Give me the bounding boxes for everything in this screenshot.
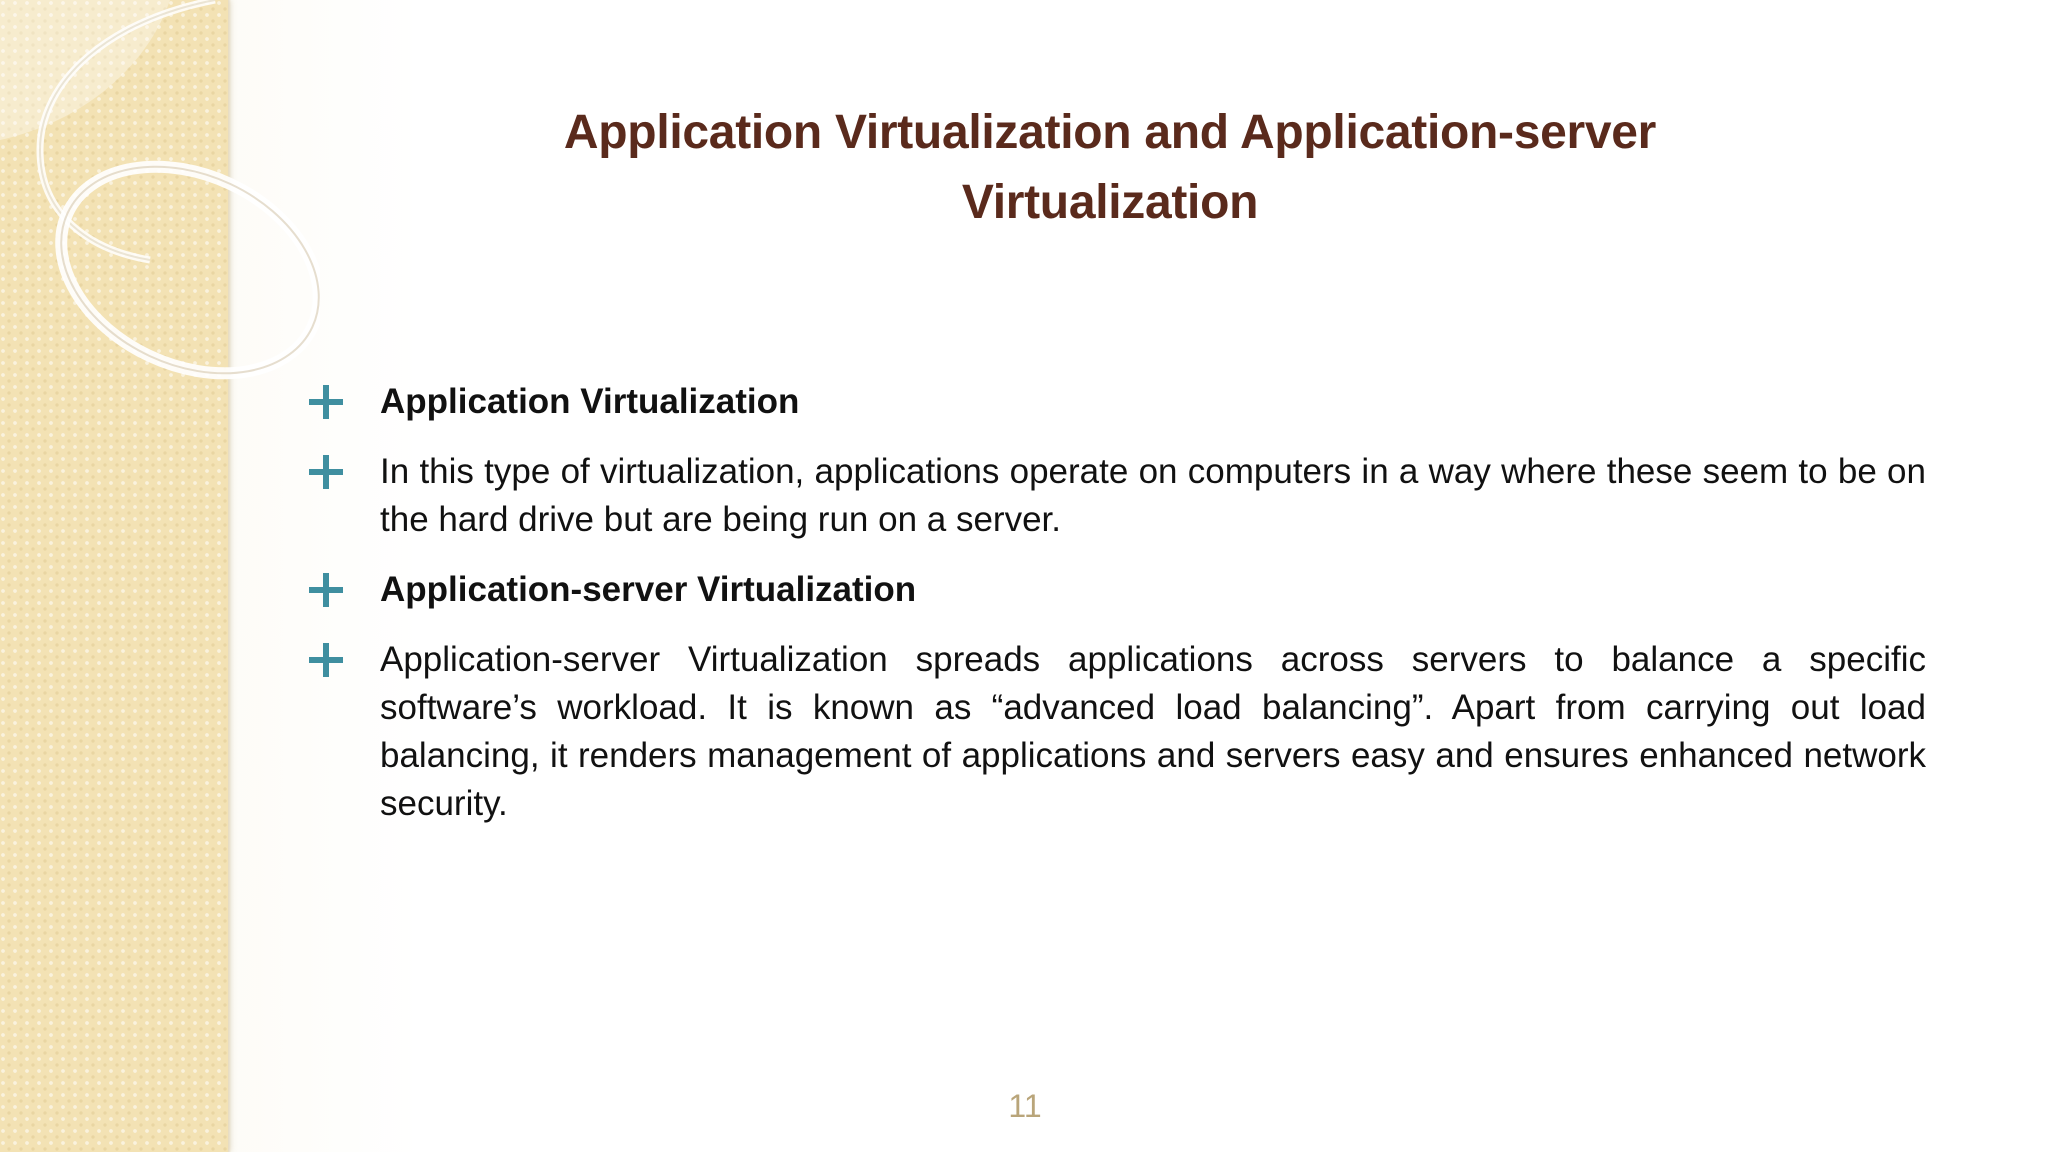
slide-title-line-2: Virtualization [961, 176, 1259, 229]
bullet-text: In this type of virtualization, applications operate on computers in a way where these seem to be on the hard drive but are being run on a server. [380, 452, 1926, 539]
bullet-item [300, 378, 1926, 426]
decorative-swirls [0, 0, 320, 420]
bullet-text: Application Virtualization [380, 382, 800, 421]
plus-icon [306, 382, 346, 422]
slide-title [460, 98, 1760, 238]
bullet-text: Application-server Virtualization spreads applications across servers to balance a specific software’s workload. It is known as “advanced load balancing”. Apart from carrying out load balancing, it renders management of applications and servers easy and ensures enhanced network security. [380, 640, 1926, 823]
bullet-item [300, 448, 1926, 544]
plus-icon [306, 640, 346, 680]
bullet-text: Application-server Virtualization [380, 570, 917, 609]
slide-title-line-1: Application Virtualization and Application-server [563, 106, 1657, 159]
bullet-item [300, 566, 1926, 614]
plus-icon [306, 570, 346, 610]
plus-icon [306, 452, 346, 492]
bullet-list [300, 378, 1926, 850]
page-number: 11 [1008, 1088, 1042, 1124]
bullet-item [300, 636, 1926, 828]
